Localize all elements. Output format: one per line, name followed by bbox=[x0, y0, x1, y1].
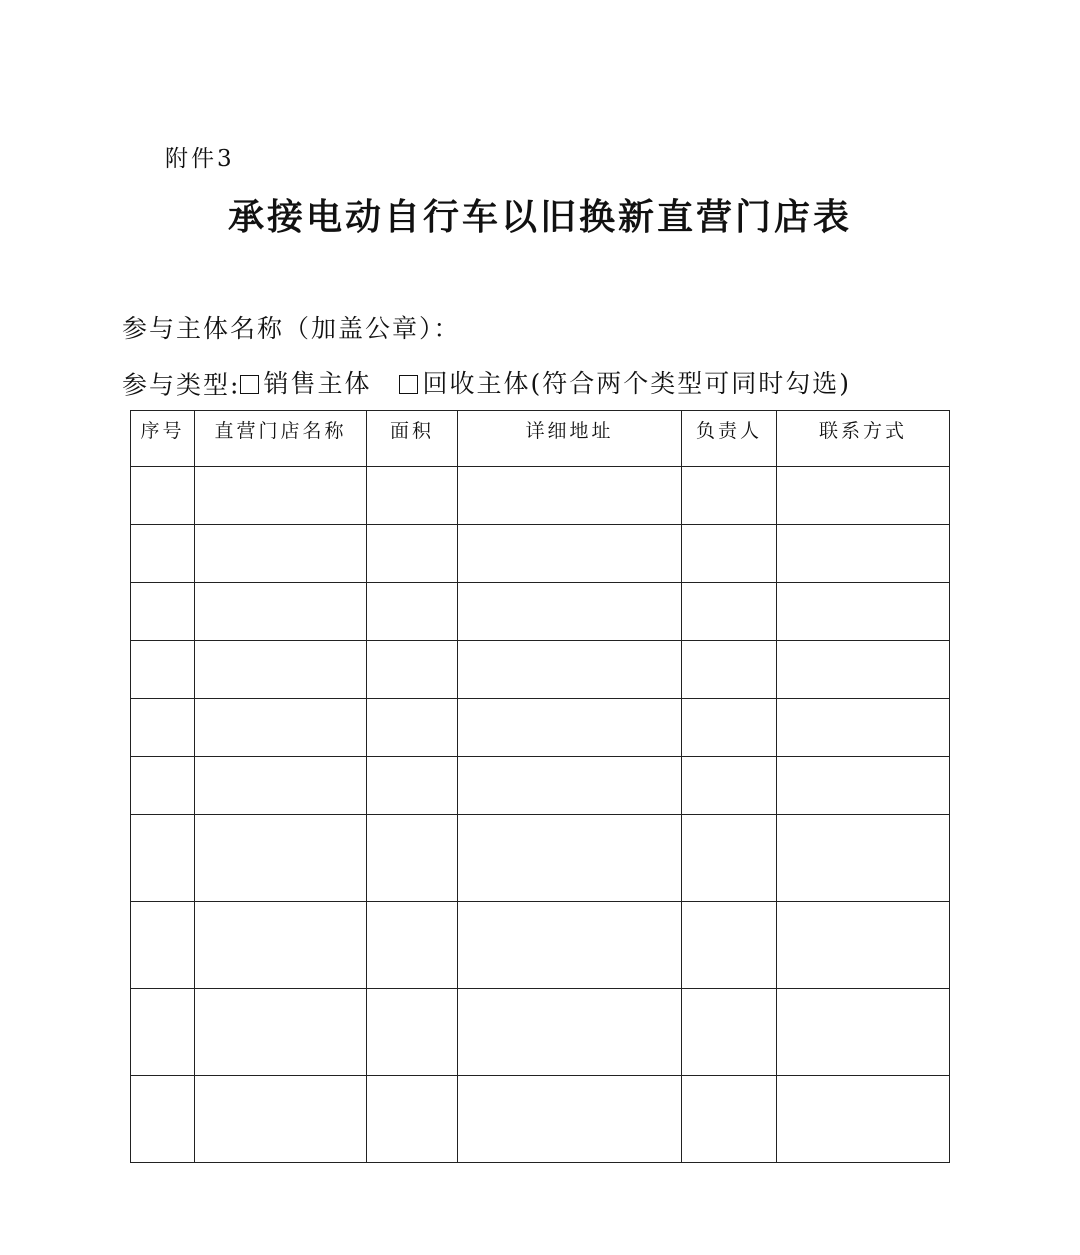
table-row bbox=[131, 902, 950, 989]
store-table bbox=[130, 410, 950, 1163]
column-header-manager: 负责人 bbox=[682, 411, 777, 467]
sales-entity-label: 销售主体 bbox=[263, 369, 372, 398]
column-header-store-name: 直营门店名称 bbox=[195, 411, 367, 467]
table-cell[interactable] bbox=[682, 815, 777, 902]
table-cell[interactable] bbox=[367, 583, 458, 641]
recycling-entity-label: 回收主体(符合两个类型可同时勾选) bbox=[422, 369, 851, 398]
table-cell[interactable] bbox=[131, 699, 195, 757]
table-cell[interactable] bbox=[131, 1076, 195, 1163]
table-cell[interactable] bbox=[458, 641, 682, 699]
recycling-entity-checkbox[interactable] bbox=[399, 367, 851, 401]
table-cell[interactable] bbox=[682, 1076, 777, 1163]
table-cell[interactable] bbox=[777, 1076, 950, 1163]
table-cell[interactable] bbox=[458, 583, 682, 641]
table-cell[interactable] bbox=[777, 815, 950, 902]
checkbox-icon bbox=[399, 375, 418, 394]
table-cell[interactable] bbox=[195, 1076, 367, 1163]
table-cell[interactable] bbox=[777, 583, 950, 641]
table-cell[interactable] bbox=[367, 757, 458, 815]
table-cell[interactable] bbox=[195, 641, 367, 699]
column-header-area: 面积 bbox=[367, 411, 458, 467]
table-cell[interactable] bbox=[367, 902, 458, 989]
table-cell[interactable] bbox=[131, 989, 195, 1076]
table-cell[interactable] bbox=[131, 641, 195, 699]
table-cell[interactable] bbox=[682, 902, 777, 989]
sales-entity-checkbox[interactable] bbox=[240, 367, 371, 401]
table-cell[interactable] bbox=[367, 1076, 458, 1163]
table-cell[interactable] bbox=[131, 467, 195, 525]
table-cell[interactable] bbox=[195, 699, 367, 757]
checkbox-icon bbox=[240, 375, 259, 394]
table-cell[interactable] bbox=[777, 989, 950, 1076]
attachment-label: 附件3 bbox=[165, 146, 235, 172]
table-cell[interactable] bbox=[458, 467, 682, 525]
table-cell[interactable] bbox=[367, 815, 458, 902]
table-cell[interactable] bbox=[367, 989, 458, 1076]
table-cell[interactable] bbox=[195, 815, 367, 902]
participant-name-field[interactable]: 参与主体名称（加盖公章）： bbox=[122, 314, 461, 343]
table-cell[interactable] bbox=[777, 902, 950, 989]
page-title: 承接电动自行车以旧换新直营门店表 bbox=[227, 197, 852, 238]
table-cell[interactable] bbox=[131, 902, 195, 989]
participant-type-row bbox=[122, 367, 851, 403]
table-cell[interactable] bbox=[195, 525, 367, 583]
table-cell[interactable] bbox=[682, 467, 777, 525]
table-cell[interactable] bbox=[682, 989, 777, 1076]
column-header-address: 详细地址 bbox=[458, 411, 682, 467]
table-cell[interactable] bbox=[367, 699, 458, 757]
table-cell[interactable] bbox=[777, 641, 950, 699]
table-cell[interactable] bbox=[131, 583, 195, 641]
table-cell[interactable] bbox=[458, 815, 682, 902]
table-cell[interactable] bbox=[682, 583, 777, 641]
table-cell[interactable] bbox=[131, 525, 195, 583]
table-cell[interactable] bbox=[195, 902, 367, 989]
table-cell[interactable] bbox=[458, 902, 682, 989]
table-row bbox=[131, 757, 950, 815]
table-cell[interactable] bbox=[458, 757, 682, 815]
column-header-contact: 联系方式 bbox=[777, 411, 950, 467]
table-row bbox=[131, 815, 950, 902]
table-cell[interactable] bbox=[682, 699, 777, 757]
table-cell[interactable] bbox=[682, 525, 777, 583]
table-cell[interactable] bbox=[367, 525, 458, 583]
table-cell[interactable] bbox=[777, 467, 950, 525]
table-cell[interactable] bbox=[458, 525, 682, 583]
column-header-index: 序号 bbox=[131, 411, 195, 467]
table-row bbox=[131, 641, 950, 699]
table-cell[interactable] bbox=[777, 699, 950, 757]
table-cell[interactable] bbox=[195, 989, 367, 1076]
table-row bbox=[131, 525, 950, 583]
participant-type-label: 参与类型: bbox=[122, 370, 241, 400]
table-row bbox=[131, 989, 950, 1076]
table-cell[interactable] bbox=[458, 1076, 682, 1163]
table-cell[interactable] bbox=[367, 467, 458, 525]
table-row bbox=[131, 699, 950, 757]
table-row bbox=[131, 467, 950, 525]
table-cell[interactable] bbox=[777, 525, 950, 583]
table-header-row bbox=[131, 411, 950, 467]
table-row bbox=[131, 1076, 950, 1163]
table-cell[interactable] bbox=[131, 757, 195, 815]
table-cell[interactable] bbox=[195, 583, 367, 641]
table-cell[interactable] bbox=[777, 757, 950, 815]
table-cell[interactable] bbox=[195, 757, 367, 815]
table-cell[interactable] bbox=[458, 989, 682, 1076]
table-row bbox=[131, 583, 950, 641]
table-cell[interactable] bbox=[131, 815, 195, 902]
table-cell[interactable] bbox=[682, 757, 777, 815]
table-cell[interactable] bbox=[682, 641, 777, 699]
table-cell[interactable] bbox=[458, 699, 682, 757]
table-cell[interactable] bbox=[195, 467, 367, 525]
table-cell[interactable] bbox=[367, 641, 458, 699]
